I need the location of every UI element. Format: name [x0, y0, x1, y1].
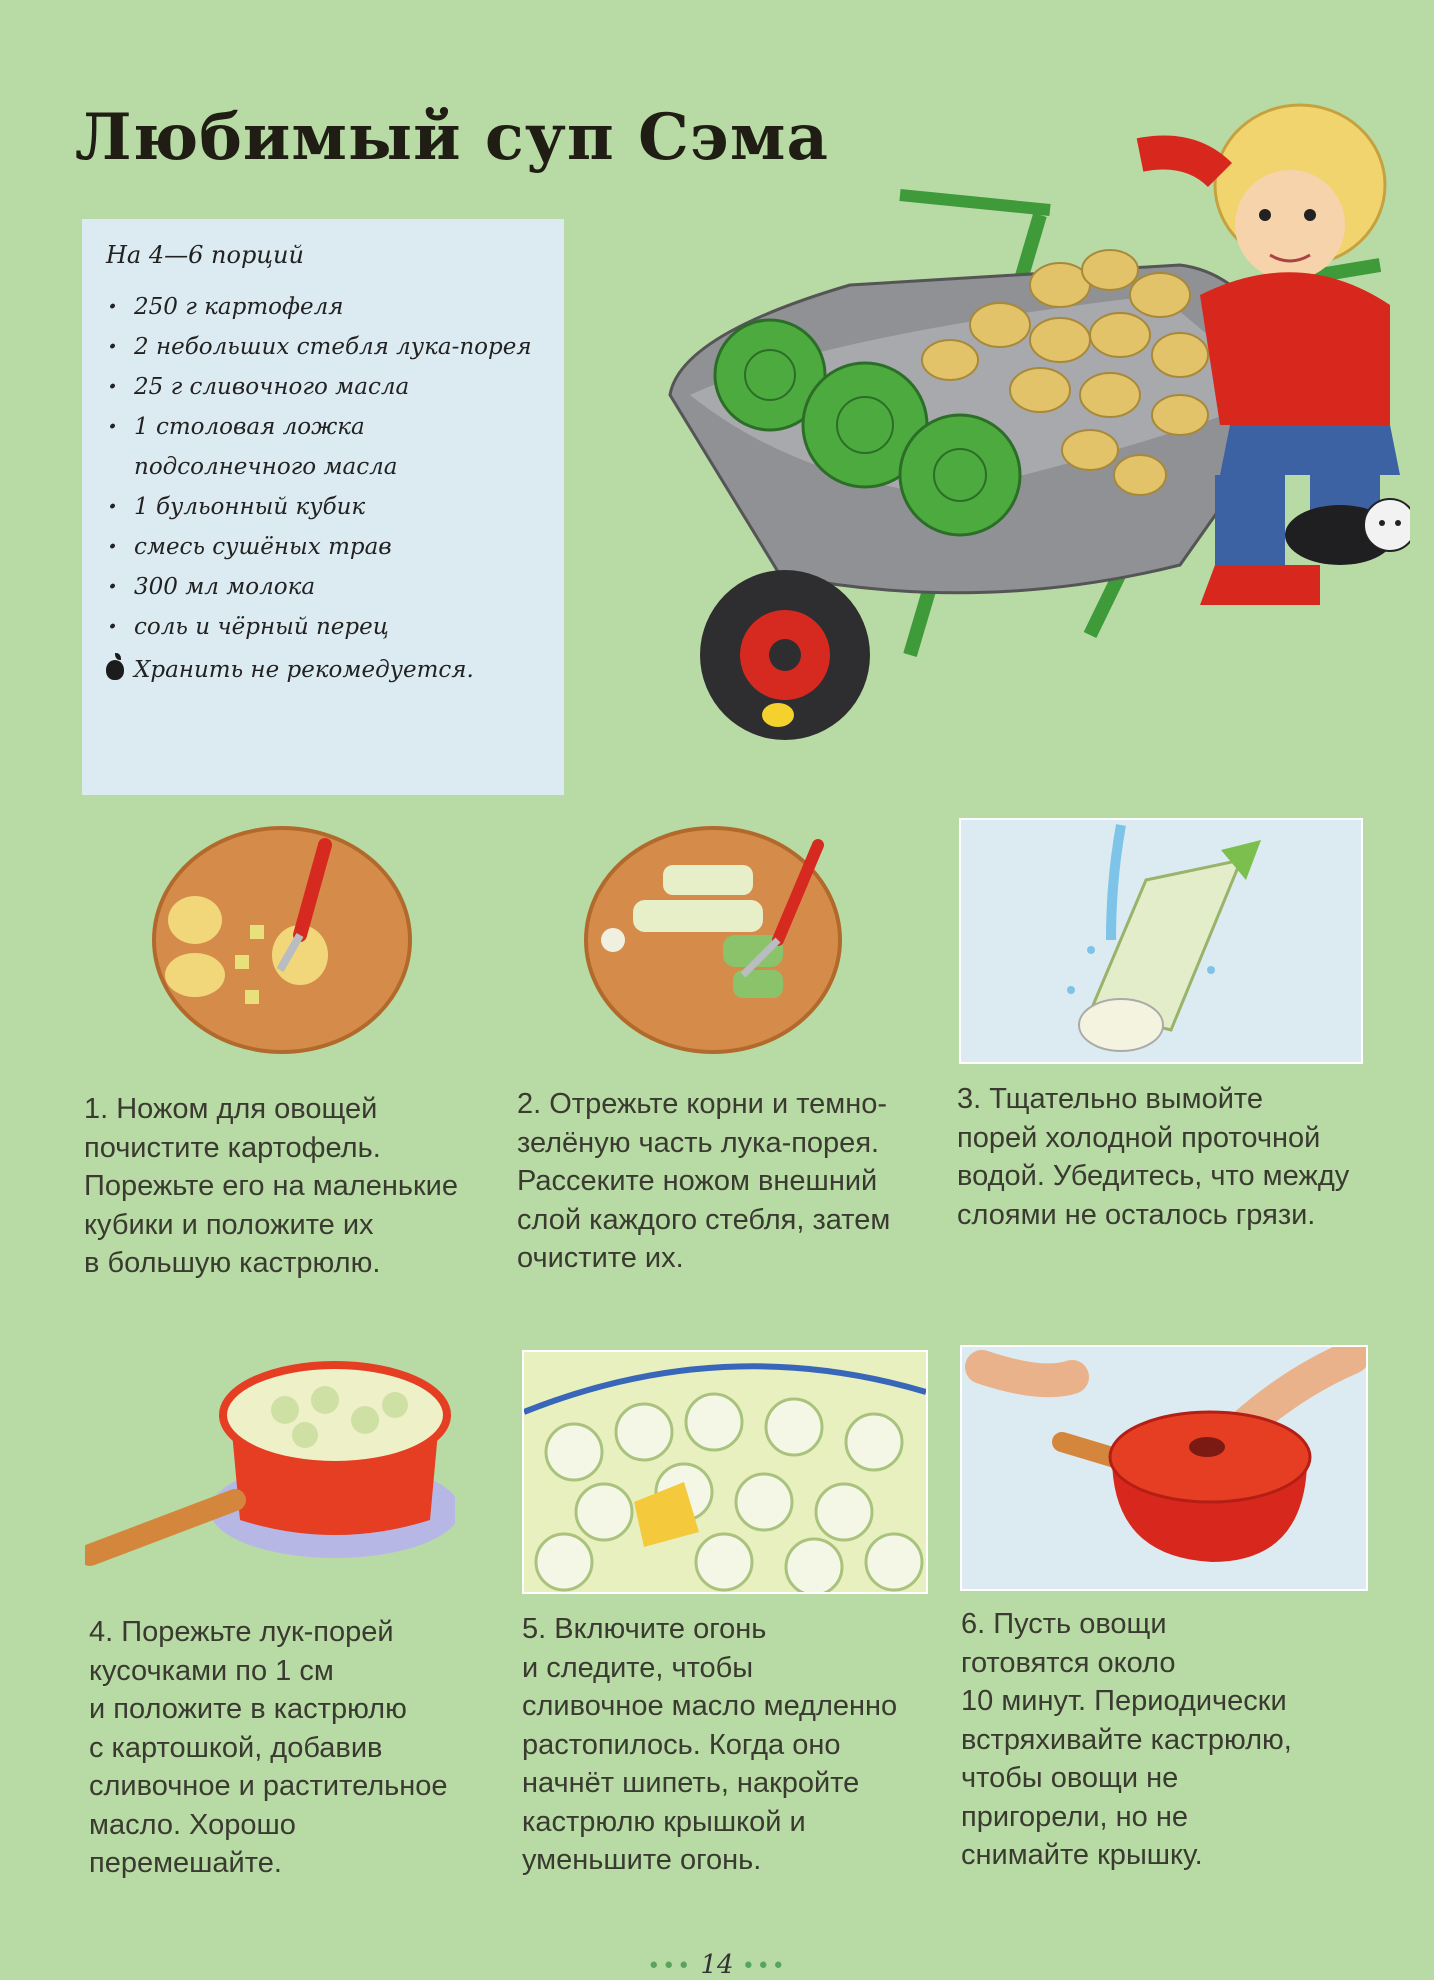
- apple-icon: [106, 660, 124, 680]
- ingredient-item: · 300 мл молока: [106, 567, 538, 607]
- page-number-footer: [0, 1950, 1434, 1980]
- step-4-text: 4. Порежьте лук-порей кусочками по 1 см и положите в кастрюлю с картошкой, добавив сливочное и растительное масло. Хорошо перемешайте.: [89, 1616, 448, 1879]
- ingredient-item: · 250 г картофеля: [106, 287, 538, 327]
- step-3-illustration: [959, 818, 1363, 1064]
- servings-label: На 4—6 порций: [106, 241, 304, 269]
- step-6-illustration: [960, 1345, 1368, 1591]
- step-5-illustration: [522, 1350, 928, 1594]
- leek-under-water-icon: [961, 820, 1361, 1062]
- storage-note-text: Хранить не рекомедуется.: [134, 657, 474, 683]
- ingredient-item: · 25 г сливочного масла: [106, 367, 538, 407]
- step-1-text: 1. Ножом для овощей почистите картофель. Порежьте его на маленькие кубики и положите их в большую кастрюлю.: [84, 1093, 458, 1279]
- step-6-text: 6. Пусть овощи готовятся около 10 минут. Периодически встряхивайте кастрюлю, чтобы овощи не пригорели, но не снимайте крышку.: [961, 1608, 1292, 1871]
- ingredients-box: [82, 219, 564, 795]
- step-2-text: 2. Отрежьте корни и темно- зелёную часть лука-порея. Рассеките ножом внешний слой каждого стебля, затем очистите их.: [517, 1088, 891, 1274]
- page-number: 14: [700, 1950, 734, 1980]
- decorative-dots-left: •••: [647, 1954, 693, 1979]
- page-title: Любимый суп Сэма: [75, 100, 829, 175]
- step-3-text: 3. Тщательно вымойте порей холодной проточной водой. Убедитесь, что между слоями не осталось грязи.: [957, 1083, 1350, 1231]
- ingredient-item: · соль и чёрный перец: [106, 607, 538, 647]
- step-1-illustration: [150, 825, 420, 1060]
- step-5-text: 5. Включите огонь и следите, чтобы сливочное масло медленно растопилось. Когда оно начнёт шипеть, накройте кастрюлю крышкой и уменьшите огонь.: [522, 1613, 898, 1876]
- ingredient-item: · 1 бульонный кубик: [106, 487, 538, 527]
- boy-with-wheelbarrow-illustration: [620, 95, 1410, 775]
- ingredients-list: [106, 287, 538, 647]
- covered-pan-icon: [962, 1347, 1366, 1589]
- ingredient-item: · 2 небольших стебля лука-порея: [106, 327, 538, 367]
- ingredient-item: · смесь сушёных трав: [106, 527, 538, 567]
- leeks-in-pan-icon: [524, 1352, 926, 1592]
- decorative-dots-right: •••: [741, 1954, 787, 1979]
- ingredient-item: · 1 столовая ложка подсолнечного масла: [106, 407, 538, 487]
- step-2-illustration: [583, 825, 848, 1060]
- storage-note: [106, 657, 538, 683]
- step-4-illustration: [85, 1350, 455, 1575]
